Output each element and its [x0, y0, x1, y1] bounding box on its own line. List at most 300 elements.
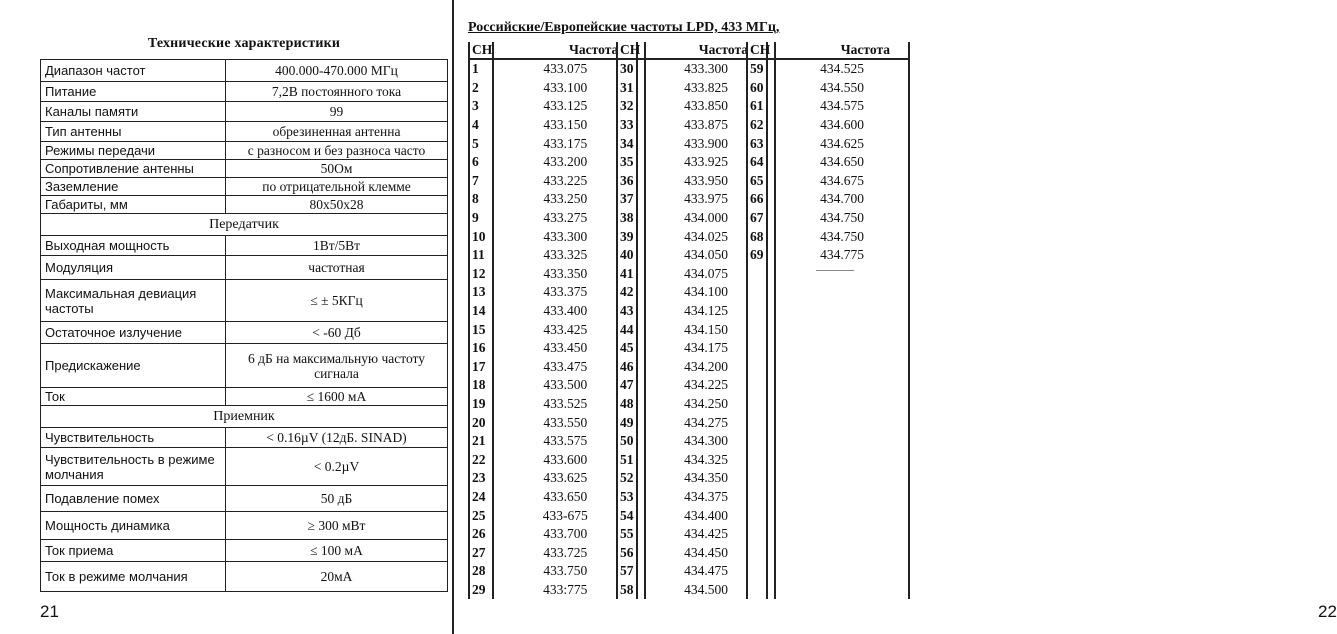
channel-frequency: 433.300	[493, 227, 637, 246]
spec-label: Чувствительность	[41, 428, 226, 448]
section-title: Передатчик	[41, 214, 448, 236]
spec-row	[41, 178, 448, 196]
channel-number: 4	[469, 116, 493, 135]
spec-label: Ток в режиме молчания	[41, 562, 226, 592]
frequency-row	[469, 227, 637, 246]
frequency-row	[469, 153, 637, 172]
channel-number: 41	[617, 265, 645, 284]
channel-number: 22	[469, 450, 493, 469]
channel-frequency	[775, 543, 909, 562]
spec-value: < 0.2µV	[226, 448, 448, 486]
channel-number: 62	[747, 116, 775, 135]
frequency-row	[469, 134, 637, 153]
page-number-left: 21	[40, 602, 59, 621]
header-ch: CH	[747, 42, 775, 59]
channel-frequency: 433.500	[493, 376, 637, 395]
spec-value: 99	[226, 102, 448, 122]
channel-frequency: 433.450	[493, 339, 637, 358]
channel-frequency: 434.600	[775, 116, 909, 135]
spec-value: 50 дБ	[226, 486, 448, 512]
channel-frequency	[775, 469, 909, 488]
spec-label: Чувствительность в режиме молчания	[41, 448, 226, 486]
frequency-row	[747, 172, 909, 191]
spec-value: ≤ 1600 мА	[226, 388, 448, 406]
channel-number	[747, 320, 775, 339]
channel-frequency: 434.275	[645, 413, 767, 432]
frequency-row	[747, 525, 909, 544]
channel-frequency: 433.575	[493, 432, 637, 451]
channel-frequency: 434.100	[645, 283, 767, 302]
channel-frequency: 433.475	[493, 358, 637, 377]
spec-value: 50Ом	[226, 160, 448, 178]
spec-row	[41, 82, 448, 102]
channel-frequency: 433.325	[493, 246, 637, 265]
channel-number: 21	[469, 432, 493, 451]
channel-number	[747, 265, 775, 284]
section-header	[41, 406, 448, 428]
frequency-row	[469, 581, 637, 600]
frequency-row	[747, 358, 909, 377]
channel-number: 3	[469, 97, 493, 116]
channel-number	[747, 506, 775, 525]
frequency-row	[617, 562, 767, 581]
frequency-row	[469, 358, 637, 377]
frequency-row	[747, 320, 909, 339]
channel-number: 40	[617, 246, 645, 265]
channel-frequency: 433.725	[493, 543, 637, 562]
frequency-row	[617, 339, 767, 358]
channel-number: 27	[469, 543, 493, 562]
spec-value: частотная	[226, 256, 448, 280]
channel-number: 44	[617, 320, 645, 339]
channel-frequency: 433.525	[493, 395, 637, 414]
channel-number: 23	[469, 469, 493, 488]
channel-frequency: 434.400	[645, 506, 767, 525]
header-ch: CH	[469, 42, 493, 59]
channel-frequency	[775, 581, 909, 600]
channel-number	[747, 339, 775, 358]
channel-frequency: 433.275	[493, 209, 637, 228]
channel-number: 64	[747, 153, 775, 172]
spec-row	[41, 160, 448, 178]
spec-label: Тип антенны	[41, 122, 226, 142]
frequency-row	[617, 525, 767, 544]
spec-label: Подавление помех	[41, 486, 226, 512]
channel-number: 52	[617, 469, 645, 488]
channel-number: 35	[617, 153, 645, 172]
channel-number	[747, 543, 775, 562]
channel-number	[747, 395, 775, 414]
channel-number: 10	[469, 227, 493, 246]
channel-frequency: 434.225	[645, 376, 767, 395]
frequency-row	[469, 525, 637, 544]
spec-row	[41, 280, 448, 322]
frequency-row	[617, 581, 767, 600]
frequency-row	[617, 172, 767, 191]
channel-number	[747, 488, 775, 507]
channel-number: 29	[469, 581, 493, 600]
frequency-row	[617, 246, 767, 265]
channel-number: 2	[469, 79, 493, 98]
frequency-row	[617, 543, 767, 562]
spec-label: Максимальная девиация частоты	[41, 280, 226, 322]
channel-frequency: 433.875	[645, 116, 767, 135]
channel-number: 1	[469, 59, 493, 79]
channel-number: 24	[469, 488, 493, 507]
channel-number	[747, 525, 775, 544]
channel-frequency: 434.750	[775, 227, 909, 246]
frequency-row	[617, 395, 767, 414]
channel-number: 26	[469, 525, 493, 544]
frequency-row	[747, 97, 909, 116]
channel-frequency	[775, 283, 909, 302]
channel-number: 32	[617, 97, 645, 116]
frequency-row	[469, 190, 637, 209]
frequency-header-row	[747, 42, 909, 59]
frequency-row	[747, 395, 909, 414]
channel-number: 60	[747, 79, 775, 98]
spec-label: Остаточное излучение	[41, 322, 226, 344]
channel-number	[747, 562, 775, 581]
spec-value: < 0.16µV (12дБ. SINAD)	[226, 428, 448, 448]
frequency-row	[747, 581, 909, 600]
channel-number	[747, 413, 775, 432]
frequency-row	[469, 265, 637, 284]
channel-frequency: 433.425	[493, 320, 637, 339]
spec-row	[41, 196, 448, 214]
channel-frequency	[775, 265, 909, 284]
page-divider	[452, 0, 454, 634]
channel-frequency: 434.625	[775, 134, 909, 153]
frequency-row	[469, 59, 637, 79]
channel-number: 9	[469, 209, 493, 228]
header-ch: CH	[617, 42, 645, 59]
channel-frequency: 434.000	[645, 209, 767, 228]
frequency-row	[469, 302, 637, 321]
spec-value: с разносом и без разноса часто	[226, 142, 448, 160]
frequency-row	[469, 432, 637, 451]
frequency-row	[747, 153, 909, 172]
channel-number: 39	[617, 227, 645, 246]
right-page	[456, 0, 1337, 634]
channel-number: 20	[469, 413, 493, 432]
channel-frequency: 434.650	[775, 153, 909, 172]
channel-frequency: 434.250	[645, 395, 767, 414]
channel-number: 25	[469, 506, 493, 525]
frequency-row	[747, 562, 909, 581]
channel-frequency: 433.625	[493, 469, 637, 488]
channel-number: 47	[617, 376, 645, 395]
frequency-row	[747, 506, 909, 525]
channel-frequency: 434.475	[645, 562, 767, 581]
frequency-row	[747, 265, 909, 284]
channel-frequency	[775, 562, 909, 581]
channel-frequency	[775, 339, 909, 358]
channel-frequency	[775, 358, 909, 377]
spec-row	[41, 122, 448, 142]
channel-frequency	[775, 450, 909, 469]
frequency-row	[469, 450, 637, 469]
header-frequency: Частота	[493, 42, 637, 59]
frequency-row	[469, 469, 637, 488]
channel-number: 15	[469, 320, 493, 339]
channel-frequency: 433:775	[493, 581, 637, 600]
channel-number: 68	[747, 227, 775, 246]
frequency-row	[469, 97, 637, 116]
spec-value: 80x50x28	[226, 196, 448, 214]
header-frequency: Частота	[775, 42, 909, 59]
spec-label: Предискажение	[41, 344, 226, 388]
channel-frequency: 433.975	[645, 190, 767, 209]
spec-row	[41, 512, 448, 540]
channel-number: 8	[469, 190, 493, 209]
channel-frequency	[775, 395, 909, 414]
channel-frequency: 433.150	[493, 116, 637, 135]
channel-frequency: 433.200	[493, 153, 637, 172]
channel-frequency: 434.125	[645, 302, 767, 321]
frequency-row	[617, 209, 767, 228]
channel-number: 48	[617, 395, 645, 414]
channel-frequency: 433.350	[493, 265, 637, 284]
spec-label: Заземление	[41, 178, 226, 196]
spec-label: Ток	[41, 388, 226, 406]
channel-number: 50	[617, 432, 645, 451]
channel-number	[747, 358, 775, 377]
channel-frequency: 433.925	[645, 153, 767, 172]
channel-number	[747, 302, 775, 321]
channel-frequency: 433.175	[493, 134, 637, 153]
spec-label: Режимы передачи	[41, 142, 226, 160]
channel-frequency: 433.950	[645, 172, 767, 191]
frequency-row	[469, 488, 637, 507]
left-page	[0, 0, 450, 634]
spec-row	[41, 562, 448, 592]
frequency-row	[469, 543, 637, 562]
channel-frequency: 433.375	[493, 283, 637, 302]
frequency-row	[747, 302, 909, 321]
spec-row	[41, 540, 448, 562]
frequency-row	[617, 153, 767, 172]
spec-value: 20мА	[226, 562, 448, 592]
frequency-row	[469, 246, 637, 265]
frequency-row	[617, 265, 767, 284]
channel-frequency: 433.900	[645, 134, 767, 153]
channel-number: 5	[469, 134, 493, 153]
spec-value: 1Вт/5Вт	[226, 236, 448, 256]
channel-number: 66	[747, 190, 775, 209]
spec-row	[41, 102, 448, 122]
frequency-row	[469, 209, 637, 228]
channel-number: 59	[747, 59, 775, 79]
channel-frequency: 433.125	[493, 97, 637, 116]
channel-frequency: 433.750	[493, 562, 637, 581]
channel-number: 12	[469, 265, 493, 284]
frequency-row	[747, 339, 909, 358]
frequency-column-1	[468, 42, 638, 599]
channel-number	[747, 469, 775, 488]
channel-number: 19	[469, 395, 493, 414]
channel-number: 57	[617, 562, 645, 581]
channel-frequency	[775, 488, 909, 507]
channel-frequency: 434.550	[775, 79, 909, 98]
spec-row	[41, 344, 448, 388]
spec-label: Габариты, мм	[41, 196, 226, 214]
channel-number	[747, 283, 775, 302]
channel-frequency: 434.700	[775, 190, 909, 209]
channel-frequency: 433.100	[493, 79, 637, 98]
channel-number: 54	[617, 506, 645, 525]
frequency-row	[469, 506, 637, 525]
channel-frequency: 434.450	[645, 543, 767, 562]
frequency-row	[617, 190, 767, 209]
spec-label: Диапазон частот	[41, 60, 226, 82]
scan-mark	[816, 270, 854, 271]
channel-frequency: 433.650	[493, 488, 637, 507]
spec-row	[41, 256, 448, 280]
frequency-row	[747, 543, 909, 562]
channel-frequency: 434.675	[775, 172, 909, 191]
spec-label: Каналы памяти	[41, 102, 226, 122]
channel-number: 61	[747, 97, 775, 116]
channel-number: 58	[617, 581, 645, 600]
spec-label: Питание	[41, 82, 226, 102]
frequency-row	[617, 283, 767, 302]
channel-frequency	[775, 506, 909, 525]
spec-row	[41, 60, 448, 82]
channel-frequency	[775, 320, 909, 339]
channel-frequency: 433.550	[493, 413, 637, 432]
frequency-row	[469, 339, 637, 358]
spec-row	[41, 428, 448, 448]
spec-value: по отрицательной клемме	[226, 178, 448, 196]
frequency-row	[617, 302, 767, 321]
spec-value: < -60 Дб	[226, 322, 448, 344]
channel-number: 14	[469, 302, 493, 321]
frequency-row	[469, 172, 637, 191]
spec-row	[41, 486, 448, 512]
frequency-title: Российские/Европейские частоты LPD, 433 МГц,	[468, 20, 780, 35]
channel-number: 55	[617, 525, 645, 544]
channel-frequency: 434.525	[775, 59, 909, 79]
frequency-row	[469, 413, 637, 432]
channel-frequency: 434.425	[645, 525, 767, 544]
spec-value: ≤ 100 мА	[226, 540, 448, 562]
channel-number: 38	[617, 209, 645, 228]
channel-frequency: 433.400	[493, 302, 637, 321]
frequency-row	[747, 116, 909, 135]
spec-row	[41, 142, 448, 160]
channel-number: 36	[617, 172, 645, 191]
channel-frequency: 433.600	[493, 450, 637, 469]
channel-number: 56	[617, 543, 645, 562]
channel-frequency: 434.150	[645, 320, 767, 339]
channel-frequency: 433.300	[645, 59, 767, 79]
channel-number: 63	[747, 134, 775, 153]
page-number-right: 22	[1318, 602, 1337, 621]
channel-frequency: 433.075	[493, 59, 637, 79]
frequency-header-row	[617, 42, 767, 59]
channel-frequency: 433-675	[493, 506, 637, 525]
spec-label: Мощность динамика	[41, 512, 226, 540]
spec-value: обрезиненная антенна	[226, 122, 448, 142]
channel-frequency: 434.350	[645, 469, 767, 488]
channel-number: 17	[469, 358, 493, 377]
frequency-row	[469, 79, 637, 98]
channel-number: 49	[617, 413, 645, 432]
frequency-row	[617, 450, 767, 469]
frequency-row	[469, 562, 637, 581]
channel-frequency: 434.575	[775, 97, 909, 116]
channel-number: 6	[469, 153, 493, 172]
channel-number: 65	[747, 172, 775, 191]
frequency-row	[617, 97, 767, 116]
channel-number: 13	[469, 283, 493, 302]
channel-frequency: 434.050	[645, 246, 767, 265]
channel-number: 45	[617, 339, 645, 358]
channel-number: 53	[617, 488, 645, 507]
channel-number: 67	[747, 209, 775, 228]
channel-frequency: 433.225	[493, 172, 637, 191]
frequency-row	[617, 134, 767, 153]
frequency-row	[617, 413, 767, 432]
frequency-row	[747, 59, 909, 79]
spec-row	[41, 448, 448, 486]
channel-frequency: 434.325	[645, 450, 767, 469]
spec-label: Ток приема	[41, 540, 226, 562]
channel-frequency: 434.750	[775, 209, 909, 228]
section-title: Приемник	[41, 406, 448, 428]
spec-label: Сопротивление антенны	[41, 160, 226, 178]
frequency-row	[617, 488, 767, 507]
channel-frequency: 434.300	[645, 432, 767, 451]
channel-number: 51	[617, 450, 645, 469]
channel-number: 7	[469, 172, 493, 191]
spec-value: 7,2В постоянного тока	[226, 82, 448, 102]
channel-frequency: 434.175	[645, 339, 767, 358]
channel-number: 11	[469, 246, 493, 265]
channel-number: 28	[469, 562, 493, 581]
channel-number: 69	[747, 246, 775, 265]
frequency-row	[469, 283, 637, 302]
channel-number	[747, 376, 775, 395]
channel-number	[747, 432, 775, 451]
channel-number: 33	[617, 116, 645, 135]
channel-frequency: 434.075	[645, 265, 767, 284]
channel-frequency	[775, 302, 909, 321]
frequency-row	[747, 413, 909, 432]
frequency-row	[469, 320, 637, 339]
spec-value: ≤ ± 5КГц	[226, 280, 448, 322]
section-header	[41, 214, 448, 236]
channel-number	[747, 581, 775, 600]
channel-number	[747, 450, 775, 469]
frequency-row	[747, 432, 909, 451]
channel-number: 42	[617, 283, 645, 302]
frequency-row	[747, 79, 909, 98]
channel-number: 18	[469, 376, 493, 395]
frequency-row	[617, 432, 767, 451]
frequency-row	[747, 376, 909, 395]
spec-row	[41, 388, 448, 406]
channel-number: 30	[617, 59, 645, 79]
channel-frequency: 434.375	[645, 488, 767, 507]
frequency-row	[747, 227, 909, 246]
frequency-row	[747, 246, 909, 265]
channel-frequency: 434.200	[645, 358, 767, 377]
channel-number: 31	[617, 79, 645, 98]
frequency-row	[469, 376, 637, 395]
frequency-row	[617, 506, 767, 525]
